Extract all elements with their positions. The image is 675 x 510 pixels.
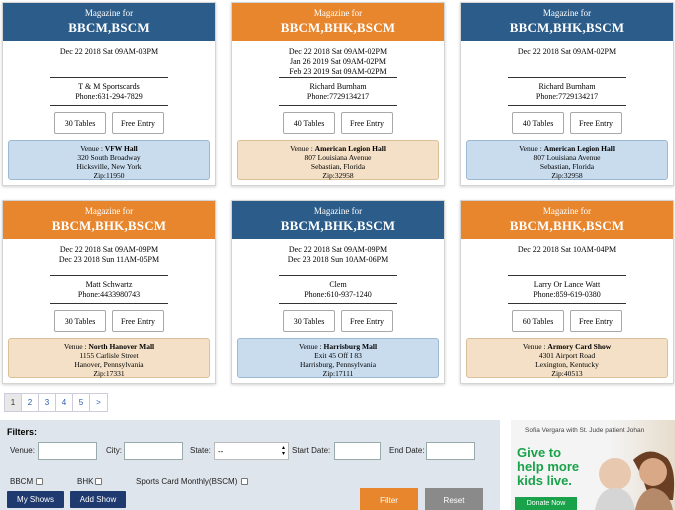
start-date-label: Start Date: [292, 446, 331, 455]
divider [279, 105, 397, 106]
divider [508, 275, 626, 276]
show-date: Dec 23 2018 Sun 11AM-05PM [58, 255, 160, 264]
divider [508, 77, 626, 78]
venue-address: Exit 45 Off I 83 [314, 351, 362, 360]
state-label: State: [190, 446, 211, 455]
contact [461, 280, 673, 300]
magazine-title: BBCM,BHK,BSCM [280, 20, 396, 35]
contact [3, 280, 215, 300]
tables-button[interactable]: 30 Tables [54, 310, 106, 332]
show-dates [3, 245, 215, 275]
contact-phone: Phone:7729134217 [535, 92, 599, 101]
state-value: -- [218, 446, 224, 456]
show-card [460, 200, 674, 384]
venue-box [8, 338, 210, 378]
show-date: Jan 26 2019 Sat 09AM-02PM [289, 57, 386, 66]
venue-address: 807 Louisiana Avenue [304, 153, 372, 162]
venue-name: Armory Card Show [547, 342, 612, 351]
venue-prefix: Venue : [522, 342, 548, 351]
end-date-label: End Date: [389, 446, 425, 455]
page-5-link[interactable]: 5 [73, 394, 90, 411]
magazine-label: Magazine for [84, 206, 134, 216]
tables-button[interactable]: 30 Tables [283, 310, 335, 332]
my-shows-button[interactable]: My Shows [7, 491, 64, 508]
reset-button[interactable]: Reset [425, 488, 483, 510]
show-date: Dec 22 2018 Sat 09AM-03PM [59, 47, 159, 56]
show-date: Dec 22 2018 Sat 09AM-02PM [517, 47, 617, 56]
entry-button[interactable]: Free Entry [112, 112, 164, 134]
contact [461, 82, 673, 102]
ad-caption: Sofia Vergara with St. Jude patient Johan [525, 427, 645, 434]
magazine-title: BBCM,BHK,BSCM [509, 218, 625, 233]
contact [3, 82, 215, 102]
venue-line [238, 342, 438, 351]
magazine-title: BBCM,BHK,BSCM [51, 218, 167, 233]
venue-zip: Zip:11950 [93, 171, 125, 180]
contact [232, 280, 444, 300]
venue-name: Harrisburg Mall [323, 342, 378, 351]
show-dates [461, 245, 673, 275]
entry-button[interactable]: Free Entry [570, 310, 622, 332]
venue-name: American Legion Hall [314, 144, 386, 153]
venue-prefix: Venue : [519, 144, 544, 153]
tables-button[interactable]: 30 Tables [54, 112, 106, 134]
venue-name: North Hanover Mall [88, 342, 155, 351]
add-show-button[interactable]: Add Show [70, 491, 126, 508]
start-date-input[interactable] [334, 442, 381, 460]
contact-phone: Phone:610-937-1240 [304, 290, 372, 299]
venue-address: 4301 Airport Road [538, 351, 596, 360]
divider [279, 77, 397, 78]
page-2-link[interactable]: 2 [22, 394, 39, 411]
divider [279, 303, 397, 304]
contact-name: Matt Schwartz [85, 280, 133, 289]
venue-zip: Zip:17331 [93, 369, 125, 378]
venue-prefix: Venue : [290, 144, 315, 153]
tables-button[interactable]: 60 Tables [512, 310, 564, 332]
bhk-checkbox[interactable] [95, 478, 102, 485]
advertisement[interactable] [511, 420, 675, 510]
venue-name: American Legion Hall [543, 144, 615, 153]
contact-phone: Phone:7729134217 [306, 92, 370, 101]
show-date: Dec 22 2018 Sat 09AM-09PM [288, 245, 388, 254]
magazine-title: BBCM,BHK,BSCM [509, 20, 625, 35]
magazine-label: Magazine for [542, 206, 592, 216]
ad-headline-3: kids live. [517, 473, 572, 488]
divider [50, 77, 168, 78]
contact [232, 82, 444, 102]
venue-zip: Zip:40513 [551, 369, 583, 378]
venue-line [9, 342, 209, 351]
ad-headline-1: Give to [517, 445, 562, 460]
magazine-label: Magazine for [313, 206, 363, 216]
venue-prefix: Venue : [80, 144, 105, 153]
venue-line [467, 144, 667, 153]
city-label: City: [106, 446, 122, 455]
entry-button[interactable]: Free Entry [341, 310, 393, 332]
contact-name: T & M Sportscards [78, 82, 140, 91]
venue-line [467, 342, 667, 351]
contact-name: Richard Burnham [309, 82, 367, 91]
venue-zip: Zip:32958 [551, 171, 583, 180]
divider [50, 105, 168, 106]
show-date: Dec 23 2018 Sun 10AM-06PM [287, 255, 389, 264]
venue-prefix: Venue : [298, 342, 324, 351]
show-card [460, 2, 674, 186]
city-input[interactable] [124, 442, 183, 460]
show-card [231, 2, 445, 186]
magazine-title: BBCM,BHK,BSCM [280, 218, 396, 233]
divider [50, 275, 168, 276]
venue-city: Hicksville, New York [76, 162, 142, 171]
page-1-link[interactable]: 1 [5, 394, 22, 411]
pagination [4, 393, 108, 412]
divider [508, 105, 626, 106]
venue-zip: Zip:17111 [322, 369, 354, 378]
bscm-checkbox[interactable] [241, 478, 248, 485]
bbcm-checkbox[interactable] [36, 478, 43, 485]
contact-phone: Phone:859-619-0380 [533, 290, 601, 299]
entry-button[interactable]: Free Entry [570, 112, 622, 134]
page-4-link[interactable]: 4 [56, 394, 73, 411]
venue-box [237, 338, 439, 378]
show-date: Dec 22 2018 Sat 09AM-02PM [288, 47, 388, 56]
tables-button[interactable]: 40 Tables [283, 112, 335, 134]
page-3-link[interactable]: 3 [39, 394, 56, 411]
venue-label: Venue: [10, 446, 35, 455]
show-dates [232, 245, 444, 275]
divider [279, 275, 397, 276]
contact-phone: Phone:4433980743 [77, 290, 141, 299]
venue-box [466, 140, 668, 180]
card-header [232, 201, 444, 239]
show-dates [461, 47, 673, 77]
venue-name: VFW Hall [104, 144, 138, 153]
ad-headline-2: help more [517, 459, 580, 474]
entry-button[interactable]: Free Entry [112, 310, 164, 332]
donate-button[interactable]: Donate Now [515, 497, 577, 510]
card-header [461, 201, 673, 239]
show-card [2, 200, 216, 384]
magazine-label: Magazine for [313, 8, 363, 18]
contact-phone: Phone:631-294-7829 [75, 92, 143, 101]
filter-button[interactable]: Filter [360, 488, 418, 510]
show-date: Dec 22 2018 Sat 09AM-09PM [59, 245, 159, 254]
next-page-link[interactable]: > [96, 398, 101, 407]
tables-button[interactable]: 40 Tables [512, 112, 564, 134]
divider [508, 303, 626, 304]
venue-city: Sebastian, Florida [310, 162, 366, 171]
bscm-label: Sports Card Monthly(BSCM) [136, 477, 238, 486]
divider [50, 303, 168, 304]
venue-input[interactable] [38, 442, 97, 460]
filters-title: Filters: [7, 427, 38, 437]
bhk-label: BHK [77, 477, 94, 486]
venue-prefix: Venue : [63, 342, 89, 351]
ad-photo-icon [589, 440, 675, 510]
magazine-label: Magazine for [84, 8, 134, 18]
venue-city: Hanover, Pennsylvania [74, 360, 144, 369]
venue-zip: Zip:32958 [322, 171, 354, 180]
show-dates [232, 47, 444, 77]
card-header [232, 3, 444, 41]
venue-box [8, 140, 210, 180]
show-card [2, 2, 216, 186]
venue-line [9, 144, 209, 153]
card-header [3, 3, 215, 41]
show-date: Dec 22 2018 Sat 10AM-04PM [517, 245, 617, 254]
state-select[interactable] [214, 442, 289, 460]
venue-box [237, 140, 439, 180]
card-header [3, 201, 215, 239]
venue-address: 1155 Carlisle Street [79, 351, 139, 360]
contact-name: Clem [329, 280, 347, 289]
venue-address: 807 Louisiana Avenue [533, 153, 601, 162]
venue-city: Lexington, Kentucky [535, 360, 599, 369]
venue-box [466, 338, 668, 378]
select-arrows-icon: ▴ ▾ [281, 445, 285, 457]
show-card [231, 200, 445, 384]
venue-line [238, 144, 438, 153]
card-header [461, 3, 673, 41]
entry-button[interactable]: Free Entry [341, 112, 393, 134]
venue-address: 320 South Broadway [77, 153, 141, 162]
filters-panel [0, 420, 500, 510]
venue-city: Sebastian, Florida [539, 162, 595, 171]
magazine-title: BBCM,BSCM [68, 20, 150, 35]
show-date: Feb 23 2019 Sat 09AM-02PM [289, 67, 387, 76]
contact-name: Richard Burnham [538, 82, 596, 91]
show-dates [3, 47, 215, 77]
contact-name: Larry Or Lance Watt [533, 280, 601, 289]
bbcm-label: BBCM [10, 477, 34, 486]
end-date-input[interactable] [426, 442, 475, 460]
magazine-label: Magazine for [542, 8, 592, 18]
venue-city: Harrisburg, Pennsylvania [299, 360, 377, 369]
